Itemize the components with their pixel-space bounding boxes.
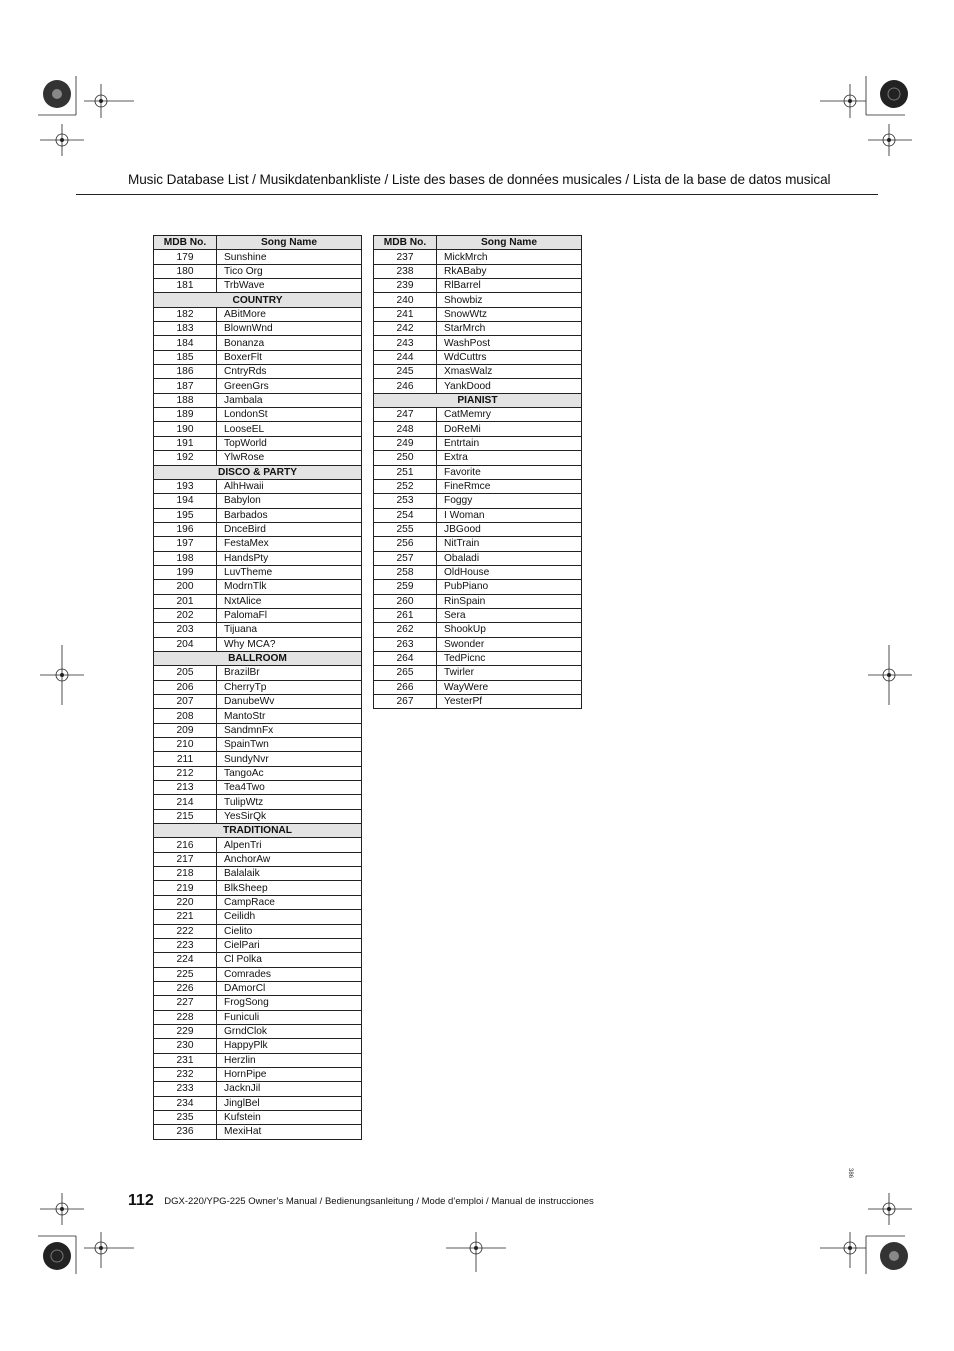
mdb-number: 266 — [374, 680, 437, 694]
mdb-number: 226 — [154, 981, 217, 995]
table-row — [154, 766, 362, 780]
category-label: COUNTRY — [154, 293, 362, 307]
song-name: CielPari — [217, 938, 362, 952]
category-row — [154, 651, 362, 665]
song-name: Obaladi — [437, 551, 582, 565]
table-row — [374, 623, 582, 637]
mdb-number: 248 — [374, 422, 437, 436]
song-name: YlwRose — [217, 451, 362, 465]
category-label: TRADITIONAL — [154, 824, 362, 838]
table-row — [154, 838, 362, 852]
song-name: Favorite — [437, 465, 582, 479]
mdb-number: 220 — [154, 895, 217, 909]
song-name: JinglBel — [217, 1096, 362, 1110]
mdb-number: 232 — [154, 1067, 217, 1081]
table-row — [154, 881, 362, 895]
category-row — [154, 465, 362, 479]
mdb-number: 255 — [374, 522, 437, 536]
table-row — [154, 580, 362, 594]
table-row — [154, 594, 362, 608]
table-row — [154, 795, 362, 809]
table-row — [374, 451, 582, 465]
table-row — [374, 436, 582, 450]
mdb-number: 224 — [154, 953, 217, 967]
table-row — [374, 479, 582, 493]
mdb-number: 210 — [154, 738, 217, 752]
song-name: AlpenTri — [217, 838, 362, 852]
table-row — [374, 551, 582, 565]
song-name: Tico Org — [217, 264, 362, 278]
song-name: DanubeWv — [217, 695, 362, 709]
song-name: Bonanza — [217, 336, 362, 350]
column-header-mdb-no: MDB No. — [374, 236, 437, 250]
mdb-number: 186 — [154, 365, 217, 379]
mdb-number: 222 — [154, 924, 217, 938]
mdb-number: 243 — [374, 336, 437, 350]
mdb-number: 187 — [154, 379, 217, 393]
mdb-number: 194 — [154, 494, 217, 508]
song-name: JacknJil — [217, 1082, 362, 1096]
table-row — [154, 494, 362, 508]
table-row — [154, 608, 362, 622]
song-name: BlkSheep — [217, 881, 362, 895]
mdb-number: 246 — [374, 379, 437, 393]
mdb-number: 184 — [154, 336, 217, 350]
table-row — [374, 336, 582, 350]
mdb-number: 249 — [374, 436, 437, 450]
mdb-number: 237 — [374, 250, 437, 264]
table-row — [154, 322, 362, 336]
song-name: TedPicnc — [437, 651, 582, 665]
table-row — [154, 895, 362, 909]
mdb-table-right — [373, 235, 582, 709]
category-row — [154, 293, 362, 307]
mdb-number: 225 — [154, 967, 217, 981]
song-name: JBGood — [437, 522, 582, 536]
mdb-number: 251 — [374, 465, 437, 479]
table-row — [374, 522, 582, 536]
table-row — [154, 379, 362, 393]
table-row — [154, 436, 362, 450]
song-name: GrndClok — [217, 1024, 362, 1038]
mdb-number: 207 — [154, 695, 217, 709]
song-name: Twirler — [437, 666, 582, 680]
mdb-number: 238 — [374, 264, 437, 278]
song-name: HandsPty — [217, 551, 362, 565]
table-row — [154, 336, 362, 350]
table-row — [154, 852, 362, 866]
song-name: HornPipe — [217, 1067, 362, 1081]
mdb-number: 233 — [154, 1082, 217, 1096]
mdb-number: 197 — [154, 537, 217, 551]
table-row — [374, 666, 582, 680]
category-row — [374, 393, 582, 407]
table-row — [154, 1024, 362, 1038]
table-row — [154, 666, 362, 680]
song-name: TopWorld — [217, 436, 362, 450]
song-name: Entrtain — [437, 436, 582, 450]
mdb-number: 247 — [374, 408, 437, 422]
mdb-number: 206 — [154, 680, 217, 694]
song-name: WdCuttrs — [437, 350, 582, 364]
table-row — [154, 1053, 362, 1067]
song-name: LooseEL — [217, 422, 362, 436]
table-row — [154, 1110, 362, 1124]
song-name: I Woman — [437, 508, 582, 522]
mdb-number: 267 — [374, 695, 437, 709]
mdb-table-left — [153, 235, 362, 1140]
table-row — [154, 981, 362, 995]
mdb-number: 263 — [374, 637, 437, 651]
category-label: BALLROOM — [154, 651, 362, 665]
song-name: YesterPf — [437, 695, 582, 709]
mdb-number: 256 — [374, 537, 437, 551]
song-name: BoxerFlt — [217, 350, 362, 364]
table-row — [374, 565, 582, 579]
mdb-number: 227 — [154, 996, 217, 1010]
song-name: PalomaFl — [217, 608, 362, 622]
table-row — [374, 465, 582, 479]
side-code: 386 — [847, 1168, 853, 1179]
mdb-number: 236 — [154, 1125, 217, 1139]
mdb-number: 181 — [154, 279, 217, 293]
song-name: Swonder — [437, 637, 582, 651]
song-name: GreenGrs — [217, 379, 362, 393]
table-row — [154, 1125, 362, 1139]
table-row — [374, 580, 582, 594]
table-row — [154, 752, 362, 766]
category-row — [154, 824, 362, 838]
mdb-number: 260 — [374, 594, 437, 608]
table-row — [154, 637, 362, 651]
table-row — [374, 307, 582, 321]
table-row — [374, 422, 582, 436]
mdb-number: 211 — [154, 752, 217, 766]
table-row — [154, 522, 362, 536]
mdb-number: 191 — [154, 436, 217, 450]
mdb-number: 250 — [374, 451, 437, 465]
mdb-number: 261 — [374, 608, 437, 622]
song-name: Tea4Two — [217, 781, 362, 795]
mdb-number: 213 — [154, 781, 217, 795]
table-row — [154, 479, 362, 493]
table-row — [374, 494, 582, 508]
song-name: RlBarrel — [437, 279, 582, 293]
song-name: CampRace — [217, 895, 362, 909]
table-header-row — [154, 236, 362, 250]
song-name: Cl Polka — [217, 953, 362, 967]
song-name: LuvTheme — [217, 565, 362, 579]
mdb-number: 195 — [154, 508, 217, 522]
table-row — [154, 623, 362, 637]
mdb-number: 216 — [154, 838, 217, 852]
table-row — [154, 393, 362, 407]
mdb-number: 253 — [374, 494, 437, 508]
table-row — [154, 967, 362, 981]
table-row — [154, 451, 362, 465]
manual-title: DGX-220/YPG-225 Owner’s Manual / Bedienungsanleitung / Mode d’emploi / Manual de instrucciones — [164, 1195, 594, 1207]
table-row — [374, 651, 582, 665]
mdb-number: 203 — [154, 623, 217, 637]
song-name: Tijuana — [217, 623, 362, 637]
mdb-number: 245 — [374, 365, 437, 379]
mdb-number: 209 — [154, 723, 217, 737]
title-divider — [76, 194, 878, 195]
mdb-number: 264 — [374, 651, 437, 665]
table-row — [154, 1067, 362, 1081]
song-name: StarMrch — [437, 322, 582, 336]
table-row — [374, 250, 582, 264]
table-header-row — [374, 236, 582, 250]
song-name: Foggy — [437, 494, 582, 508]
table-row — [154, 738, 362, 752]
mdb-number: 229 — [154, 1024, 217, 1038]
table-row — [154, 565, 362, 579]
mdb-number: 205 — [154, 666, 217, 680]
song-name: Cielito — [217, 924, 362, 938]
table-row — [154, 350, 362, 364]
table-row — [154, 924, 362, 938]
song-name: Funiculi — [217, 1010, 362, 1024]
mdb-number: 182 — [154, 307, 217, 321]
page-title: Music Database List / Musikdatenbankliste / Liste des bases de données musicales / Lista de la base de datos musical — [128, 172, 831, 187]
column-header-mdb-no: MDB No. — [154, 236, 217, 250]
table-row — [154, 910, 362, 924]
table-row — [154, 996, 362, 1010]
mdb-number: 201 — [154, 594, 217, 608]
mdb-number: 257 — [374, 551, 437, 565]
song-name: WayWere — [437, 680, 582, 694]
mdb-number: 217 — [154, 852, 217, 866]
song-name: TrbWave — [217, 279, 362, 293]
table-row — [374, 279, 582, 293]
song-name: MexiHat — [217, 1125, 362, 1139]
song-name: FestaMex — [217, 537, 362, 551]
song-name: SandmnFx — [217, 723, 362, 737]
mdb-number: 230 — [154, 1039, 217, 1053]
mdb-number: 239 — [374, 279, 437, 293]
song-name: RinSpain — [437, 594, 582, 608]
song-name: NitTrain — [437, 537, 582, 551]
song-name: CntryRds — [217, 365, 362, 379]
mdb-number: 241 — [374, 307, 437, 321]
song-name: PubPiano — [437, 580, 582, 594]
song-name: ABitMore — [217, 307, 362, 321]
table-row — [374, 594, 582, 608]
table-row — [154, 1039, 362, 1053]
mdb-number: 258 — [374, 565, 437, 579]
table-row — [374, 637, 582, 651]
song-name: Showbiz — [437, 293, 582, 307]
table-row — [374, 680, 582, 694]
mdb-number: 215 — [154, 809, 217, 823]
table-row — [374, 322, 582, 336]
song-name: OldHouse — [437, 565, 582, 579]
song-name: TulipWtz — [217, 795, 362, 809]
table-row — [154, 508, 362, 522]
mdb-number: 235 — [154, 1110, 217, 1124]
mdb-number: 231 — [154, 1053, 217, 1067]
table-row — [154, 709, 362, 723]
table-row — [154, 250, 362, 264]
table-row — [374, 379, 582, 393]
mdb-number: 212 — [154, 766, 217, 780]
table-row — [154, 781, 362, 795]
song-name: ModrnTlk — [217, 580, 362, 594]
mdb-number: 221 — [154, 910, 217, 924]
mdb-number: 199 — [154, 565, 217, 579]
mdb-number: 252 — [374, 479, 437, 493]
song-name: Barbados — [217, 508, 362, 522]
song-name: CatMemry — [437, 408, 582, 422]
song-name: Babylon — [217, 494, 362, 508]
mdb-number: 202 — [154, 608, 217, 622]
song-name: SnowWtz — [437, 307, 582, 321]
table-row — [374, 408, 582, 422]
mdb-number: 190 — [154, 422, 217, 436]
column-header-song-name: Song Name — [217, 236, 362, 250]
song-name: AnchorAw — [217, 852, 362, 866]
song-name: RkABaby — [437, 264, 582, 278]
table-row — [154, 365, 362, 379]
table-row — [154, 680, 362, 694]
song-name: Comrades — [217, 967, 362, 981]
song-name: Sunshine — [217, 250, 362, 264]
mdb-number: 192 — [154, 451, 217, 465]
page-number: 112 — [128, 1192, 154, 1209]
mdb-number: 254 — [374, 508, 437, 522]
table-row — [154, 938, 362, 952]
table-row — [374, 365, 582, 379]
song-name: CherryTp — [217, 680, 362, 694]
mdb-number: 219 — [154, 881, 217, 895]
song-name: MantoStr — [217, 709, 362, 723]
mdb-number: 179 — [154, 250, 217, 264]
table-row — [374, 537, 582, 551]
song-name: Why MCA? — [217, 637, 362, 651]
mdb-number: 189 — [154, 408, 217, 422]
mdb-number: 265 — [374, 666, 437, 680]
song-name: AlhHwaii — [217, 479, 362, 493]
song-name: WashPost — [437, 336, 582, 350]
song-name: Ceilidh — [217, 910, 362, 924]
song-name: Sera — [437, 608, 582, 622]
mdb-number: 180 — [154, 264, 217, 278]
table-row — [154, 422, 362, 436]
song-name: DAmorCl — [217, 981, 362, 995]
mdb-number: 228 — [154, 1010, 217, 1024]
song-name: FrogSong — [217, 996, 362, 1010]
mdb-number: 223 — [154, 938, 217, 952]
table-row — [154, 537, 362, 551]
table-row — [154, 953, 362, 967]
table-row — [374, 608, 582, 622]
category-label: PIANIST — [374, 393, 582, 407]
song-name: Kufstein — [217, 1110, 362, 1124]
table-row — [154, 1082, 362, 1096]
mdb-number: 242 — [374, 322, 437, 336]
table-row — [154, 408, 362, 422]
song-name: YesSirQk — [217, 809, 362, 823]
table-row — [154, 809, 362, 823]
song-name: YankDood — [437, 379, 582, 393]
mdb-number: 193 — [154, 479, 217, 493]
column-header-song-name: Song Name — [437, 236, 582, 250]
table-row — [374, 350, 582, 364]
mdb-number: 198 — [154, 551, 217, 565]
table-row — [154, 264, 362, 278]
song-name: Herzlin — [217, 1053, 362, 1067]
table-row — [374, 264, 582, 278]
song-name: Balalaik — [217, 867, 362, 881]
song-name: HappyPlk — [217, 1039, 362, 1053]
mdb-number: 234 — [154, 1096, 217, 1110]
mdb-number: 196 — [154, 522, 217, 536]
song-name: BlownWnd — [217, 322, 362, 336]
table-row — [154, 1010, 362, 1024]
mdb-number: 185 — [154, 350, 217, 364]
page-footer — [128, 1192, 594, 1210]
mdb-number: 188 — [154, 393, 217, 407]
song-name: NxtAlice — [217, 594, 362, 608]
table-row — [154, 279, 362, 293]
table-row — [374, 508, 582, 522]
song-name: SundyNvr — [217, 752, 362, 766]
table-row — [154, 1096, 362, 1110]
mdb-number: 240 — [374, 293, 437, 307]
song-name: DnceBird — [217, 522, 362, 536]
table-row — [154, 551, 362, 565]
table-row — [154, 867, 362, 881]
song-name: DoReMi — [437, 422, 582, 436]
mdb-number: 208 — [154, 709, 217, 723]
mdb-number: 218 — [154, 867, 217, 881]
mdb-number: 244 — [374, 350, 437, 364]
song-name: FineRmce — [437, 479, 582, 493]
song-name: MickMrch — [437, 250, 582, 264]
song-name: ShookUp — [437, 623, 582, 637]
song-name: Jambala — [217, 393, 362, 407]
song-name: BrazilBr — [217, 666, 362, 680]
mdb-number: 183 — [154, 322, 217, 336]
song-name: TangoAc — [217, 766, 362, 780]
mdb-number: 204 — [154, 637, 217, 651]
mdb-number: 214 — [154, 795, 217, 809]
mdb-number: 259 — [374, 580, 437, 594]
song-name: XmasWalz — [437, 365, 582, 379]
category-label: DISCO & PARTY — [154, 465, 362, 479]
song-name: Extra — [437, 451, 582, 465]
table-row — [374, 695, 582, 709]
table-row — [374, 293, 582, 307]
song-name: LondonSt — [217, 408, 362, 422]
mdb-number: 262 — [374, 623, 437, 637]
song-name: SpainTwn — [217, 738, 362, 752]
mdb-number: 200 — [154, 580, 217, 594]
table-row — [154, 723, 362, 737]
table-row — [154, 695, 362, 709]
table-row — [154, 307, 362, 321]
